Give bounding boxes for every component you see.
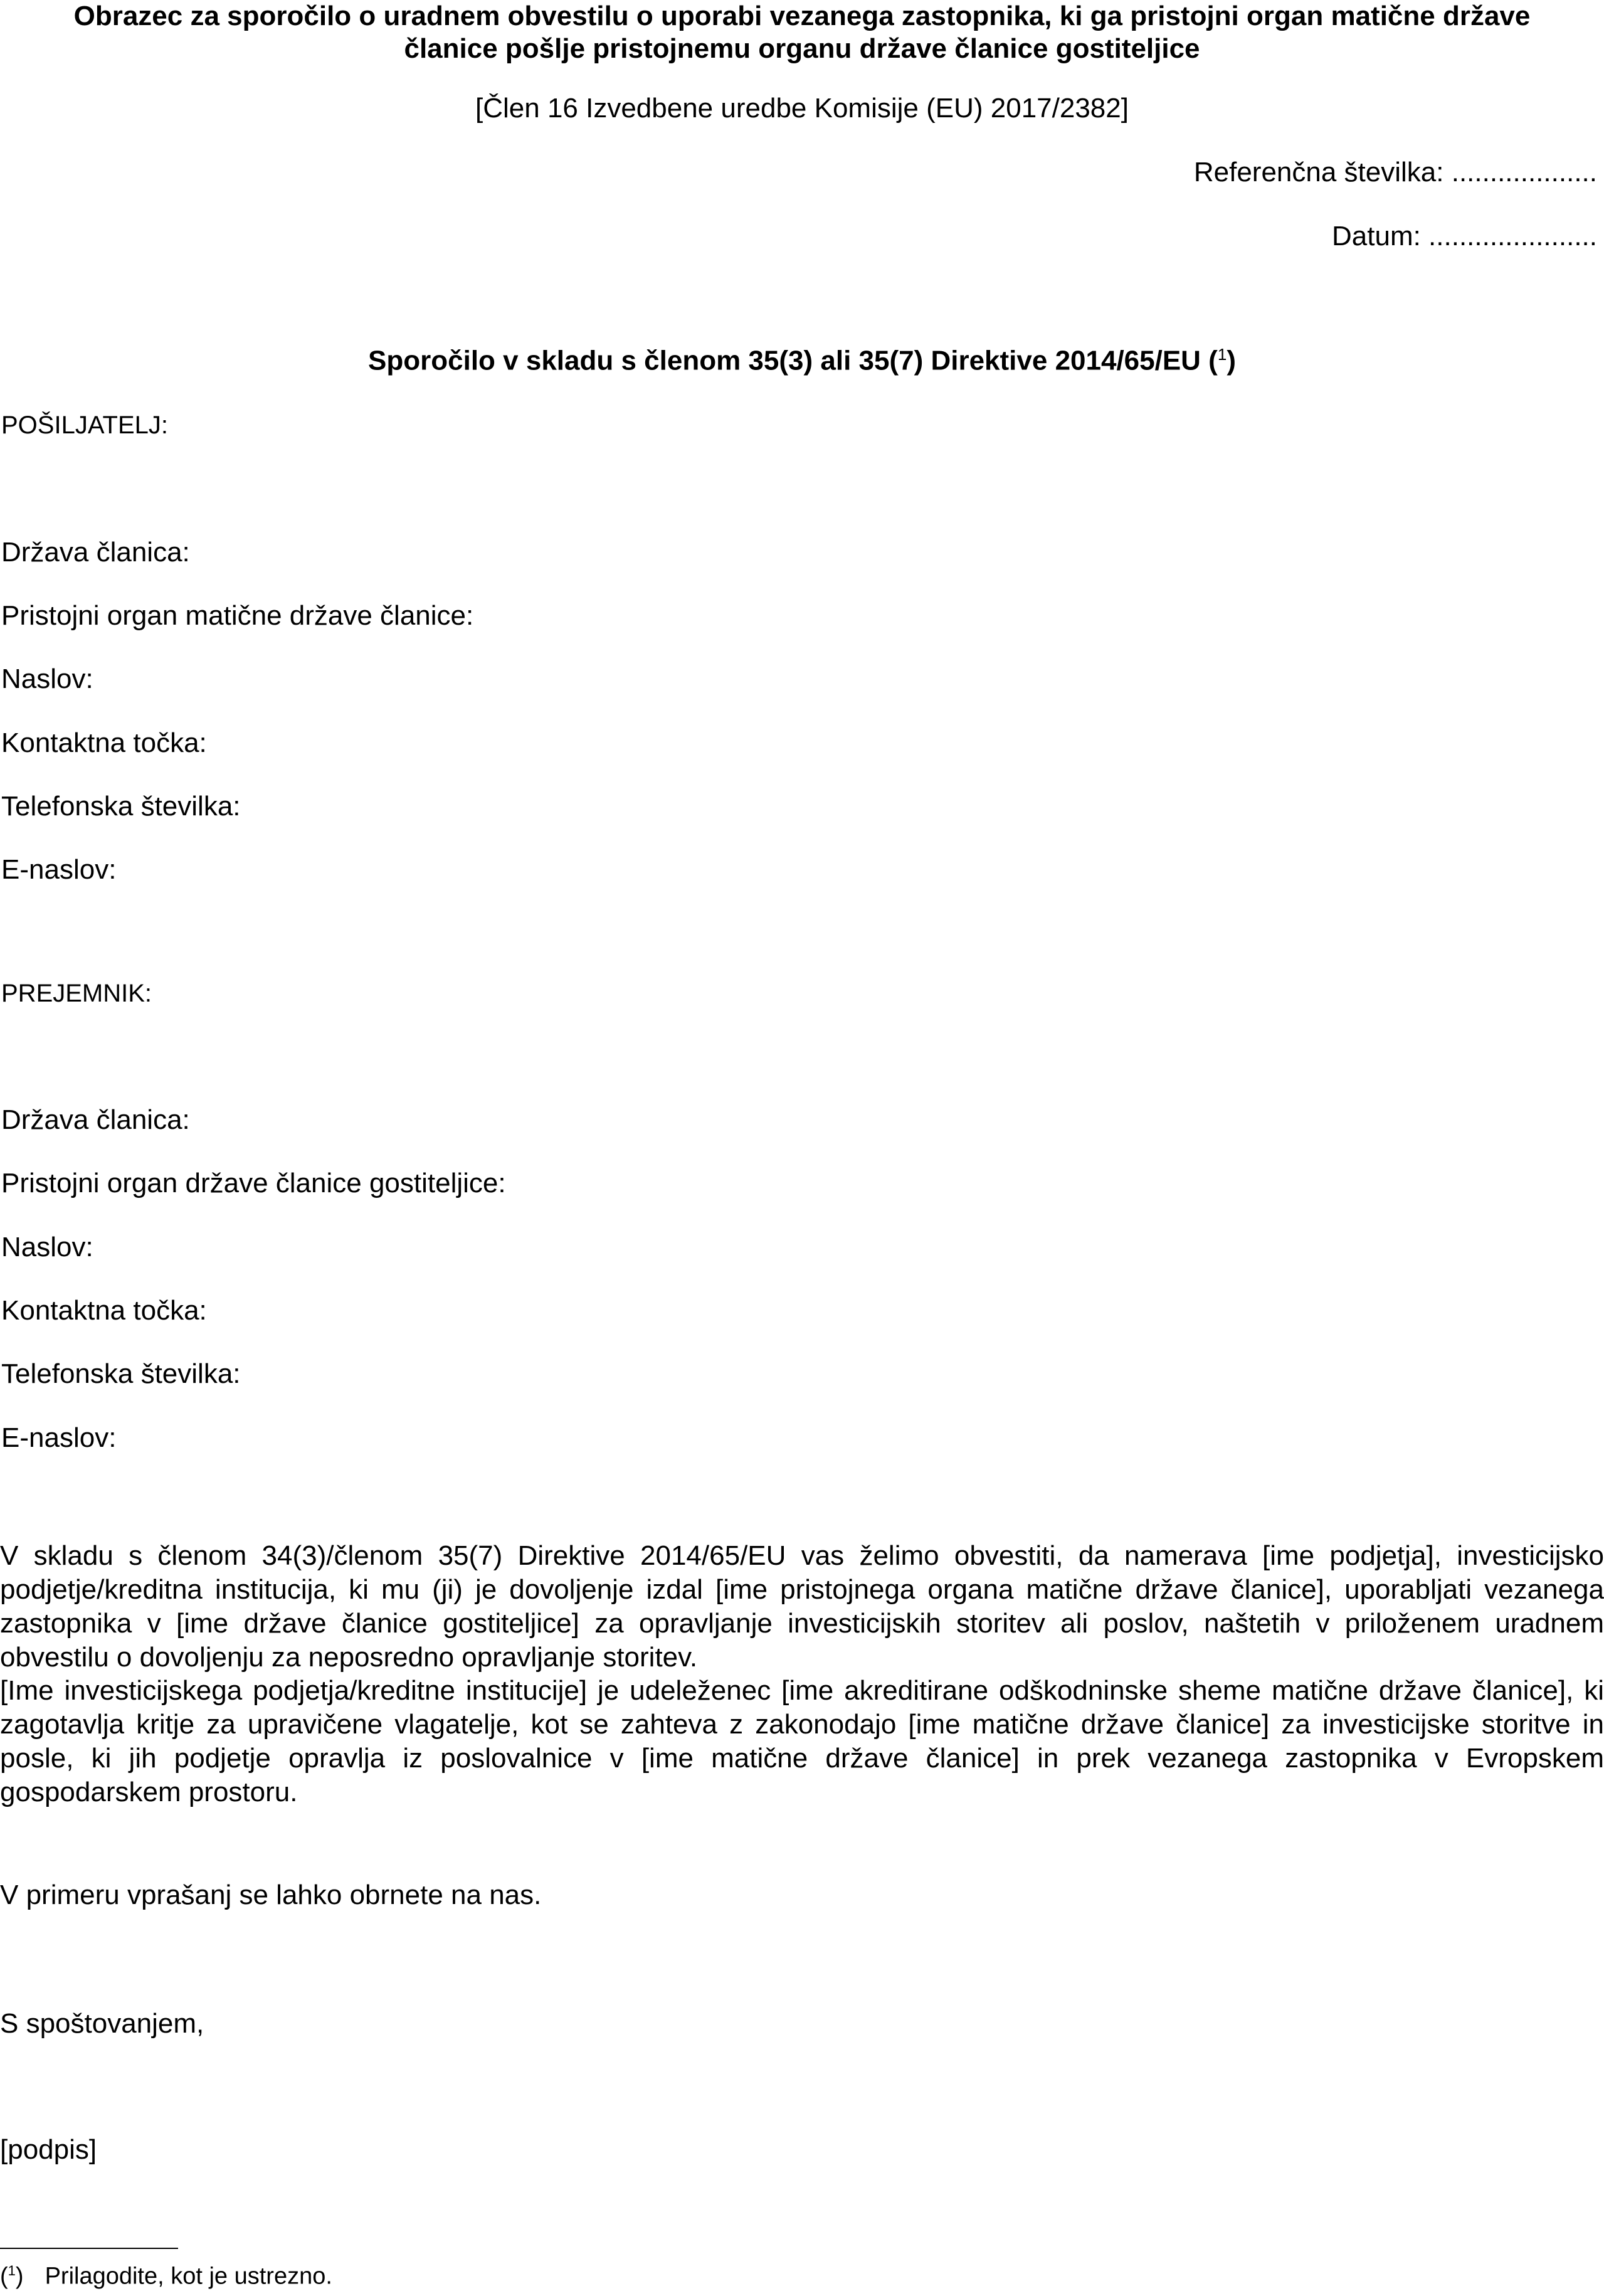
recipient-email: E-naslov: <box>1 1422 117 1453</box>
body-paragraph-3: V primeru vprašanj se lahko obrnete na nas. <box>0 1880 542 1910</box>
reference-number: Referenčna številka: ................... <box>1193 157 1597 188</box>
sender-member-state: Država članica: <box>1 537 190 568</box>
footnote-separator <box>0 2248 178 2249</box>
date-field: Datum: ...................... <box>1332 221 1597 251</box>
recipient-heading: PREJEMNIK: <box>1 980 152 1007</box>
footnote-open: ( <box>0 2263 8 2290</box>
recipient-phone: Telefonska številka: <box>1 1358 241 1389</box>
sender-email: E-naslov: <box>1 854 117 885</box>
legal-basis: [Člen 16 Izvedbene uredbe Komisije (EU) 2017/2382] <box>475 93 1129 124</box>
form-title-line-1: Obrazec za sporočilo o uradnem obvestilu o uporabi vezanega zastopnika, ki ga pristojni organ matične države <box>73 1 1531 31</box>
footnote-number: 1 <box>8 2263 16 2278</box>
body-paragraph-1: V skladu s členom 34(3)/členom 35(7) Direktive 2014/65/EU vas želimo obvestiti, da namerava [ime podjetja], investicijsko podjetje/kreditna institucija, ki mu (ji) je dovoljenje izdal [ime pristojnega organa matične države članice], uporabljati vezanega zastopnika v [ime države članice gostiteljice] za opravljanje investicijskih storitev ali poslov, naštetih v priloženem uradnem obvestilu o dovoljenju za neposredno opravljanje storitev. <box>0 1540 1604 1673</box>
form-title-line-2: članice pošlje pristojnemu organu države članice gostiteljice <box>404 33 1200 64</box>
recipient-member-state: Država članica: <box>1 1104 190 1135</box>
body-paragraph-2: [Ime investicijskega podjetja/kreditne institucije] je udeleženec [ime akreditirane odškodninske sheme matične države članice], ki zagotavlja kritje za upravičene vlagatelje, kot se zahteva z zakonodajo [ime matične države članice] za investicijske storitve in posle, ki jih podjetje opravlja iz poslovalnice v [ime matične države članice] in prek vezanega zastopnika v Evropskem gospodarskem prostoru. <box>0 1675 1604 1807</box>
sender-phone: Telefonska številka: <box>1 791 241 822</box>
footnote-ref: 1 <box>1217 345 1227 364</box>
footnote-close: ) <box>15 2263 24 2290</box>
recipient-address: Naslov: <box>1 1232 93 1262</box>
footnote <box>0 2263 332 2290</box>
sender-address: Naslov: <box>1 664 93 694</box>
footnote-text: Prilagodite, kot je ustrezno. <box>45 2263 332 2290</box>
sender-heading: POŠILJATELJ: <box>1 411 169 439</box>
form-title <box>0 0 1604 65</box>
sender-contact-point: Kontaktna točka: <box>1 727 207 758</box>
recipient-contact-point: Kontaktna točka: <box>1 1295 207 1326</box>
recipient-competent-authority: Pristojni organ države članice gostiteljice: <box>1 1168 506 1198</box>
closing: S spoštovanjem, <box>0 2008 204 2039</box>
message-title-close: ) <box>1227 345 1236 376</box>
signature: [podpis] <box>0 2134 97 2165</box>
message-title <box>0 345 1604 377</box>
sender-competent-authority: Pristojni organ matične države članice: <box>1 600 474 631</box>
message-title-text: Sporočilo v skladu s členom 35(3) ali 35(7) Direktive 2014/65/EU ( <box>368 345 1218 376</box>
